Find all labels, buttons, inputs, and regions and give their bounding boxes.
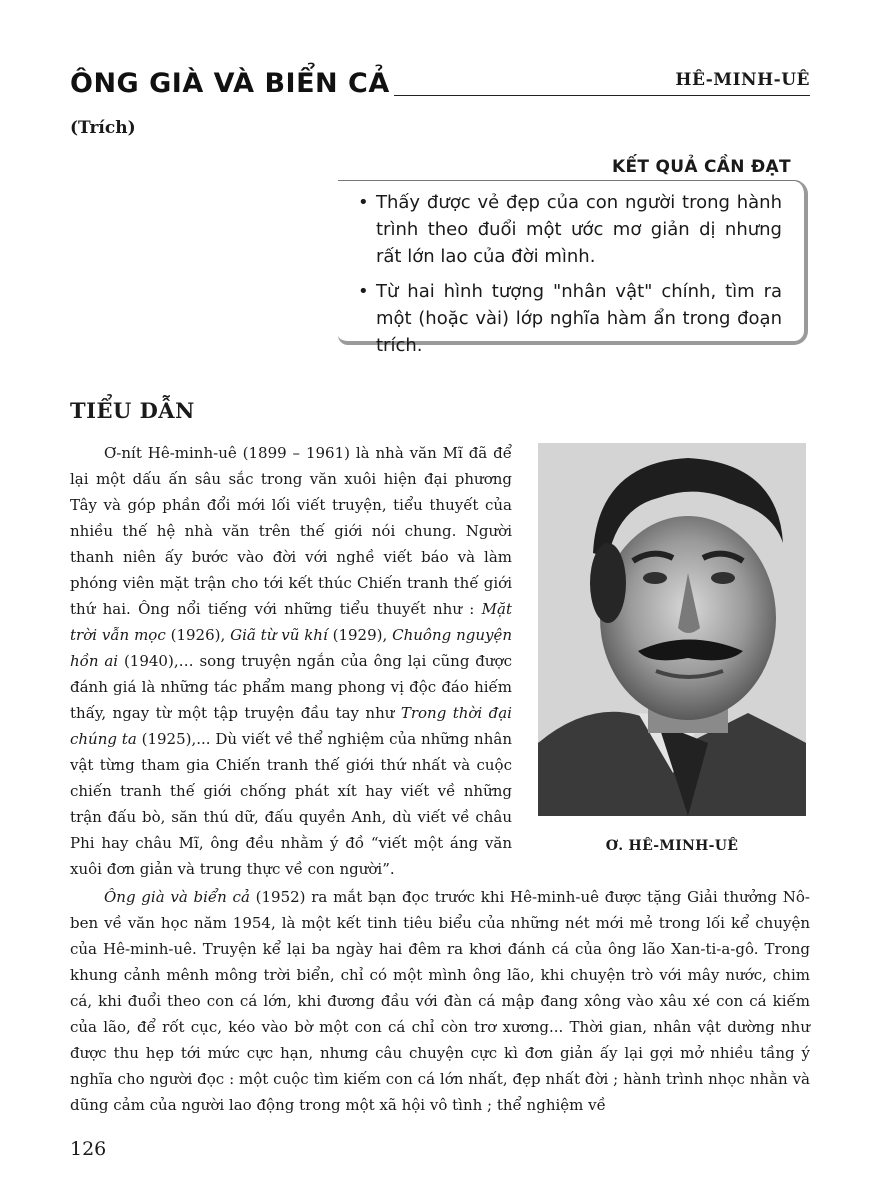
author-portrait	[538, 443, 806, 816]
book-title: Giã từ vũ khí	[230, 626, 328, 644]
text-run: (1940),… song truyện ngắn của ông lại cũng được đánh giá là những tác phẩm mang phong vị độc đáo hiếm thấy, ngay từ một tập truyện đầu tay như	[70, 652, 512, 722]
book-title: Chuông nguyện hồn ai	[70, 626, 513, 670]
book-title: Ông già và biển cả	[104, 888, 250, 906]
goal-item: • Từ hai hình tượng "nhân vật" chính, tìm ra một (hoặc vài) lớp nghĩa hàm ẩn trong đoạn trích.	[358, 278, 782, 359]
intro-paragraph-1	[70, 440, 512, 882]
excerpt-label: (Trích)	[70, 118, 136, 138]
text-run: (1952) ra mắt bạn đọc trước khi Hê-minh-uê được tặng Giải thưởng Nô-ben về văn học năm 1954, là một kết tinh tiêu biểu của những nét mới mẻ trong lối kể chuyện của Hê-minh-uê. Truyện kể lại ba ngày hai đêm ra khơi đánh cá của ông lão Xan-ti-a-gô. Trong khung cảnh mênh mông trời biển, chỉ có một mình ông lão, khi chuyện trò với mây nước, chim cá, khi đuổi theo con cá lớn, khi đương đầu với đàn cá mập đang xông vào xâu xé con cá kiếm của lão, để rốt cục, kéo vào bờ một con cá chỉ còn trơ xương... Thời gian, nhân vật dường như được thu hẹp tới mức cực hạn, nhưng câu chuyện cực kì đơn giản ấy lại gợi mở nhiều tầng ý nghĩa cho người đọc : một cuộc tìm kiếm con cá lớn nhất, đẹp nhất đời ; hành trình nhọc nhằn và dũng cảm của người lao động trong một xã hội vô tình ; thể nghiệm về	[70, 888, 810, 1114]
goals-box	[338, 180, 808, 356]
portrait-image	[538, 443, 806, 816]
text-run: Ơ-nít Hê-minh-uê (1899 – 1961) là nhà văn Mĩ đã để lại một dấu ấn sâu sắc trong văn xuôi hiện đại phương Tây và góp phần đổi mới lối viết truyện, tiểu thuyết của nhiều thế hệ nhà văn trên thế giới nói chung. Người thanh niên ấy bước vào đời với nghề viết báo và làm phóng viên mặt trận cho tới kết thúc Chiến tranh thế giới thứ hai. Ông nổi tiếng với những tiểu thuyết như :	[70, 444, 512, 618]
text-run: (1926),	[165, 626, 231, 644]
section-heading: TIỂU DẪN	[70, 398, 195, 423]
page-header	[70, 62, 810, 102]
book-title: Trong thời đại chúng ta	[70, 704, 512, 748]
page-number: 126	[70, 1138, 107, 1160]
header-rule	[370, 95, 810, 96]
text-run: (1925),... Dù viết về thể nghiệm của những nhân vật từng tham gia Chiến tranh thế giới thứ nhất và cuộc chiến tranh thế giới chống phát xít hay viết về những trận đấu bò, săn thú dữ, đấu quyền Anh, dù viết về châu Phi hay châu Mĩ, ông đều nhằm ý đồ “viết một áng văn xuôi đơn giản và trung thực về con người”.	[70, 730, 512, 878]
photo-caption: Ơ. HÊ-MINH-UÊ	[605, 838, 739, 854]
intro-paragraph-2	[70, 884, 810, 1118]
goals-list	[338, 181, 804, 359]
goals-title: KẾT QUẢ CẦN ĐẠT	[612, 157, 791, 177]
text-run: (1929),	[327, 626, 393, 644]
goal-item: • Thấy được vẻ đẹp của con người trong hành trình theo đuổi một ước mơ giản dị nhưng rất lớn lao của đời mình.	[358, 189, 782, 270]
author-name: HÊ-MINH-UÊ	[669, 70, 810, 90]
lesson-title: ÔNG GIÀ VÀ BIỂN CẢ	[70, 68, 394, 99]
book-title: Mặt trời vẫn mọc	[70, 600, 512, 644]
